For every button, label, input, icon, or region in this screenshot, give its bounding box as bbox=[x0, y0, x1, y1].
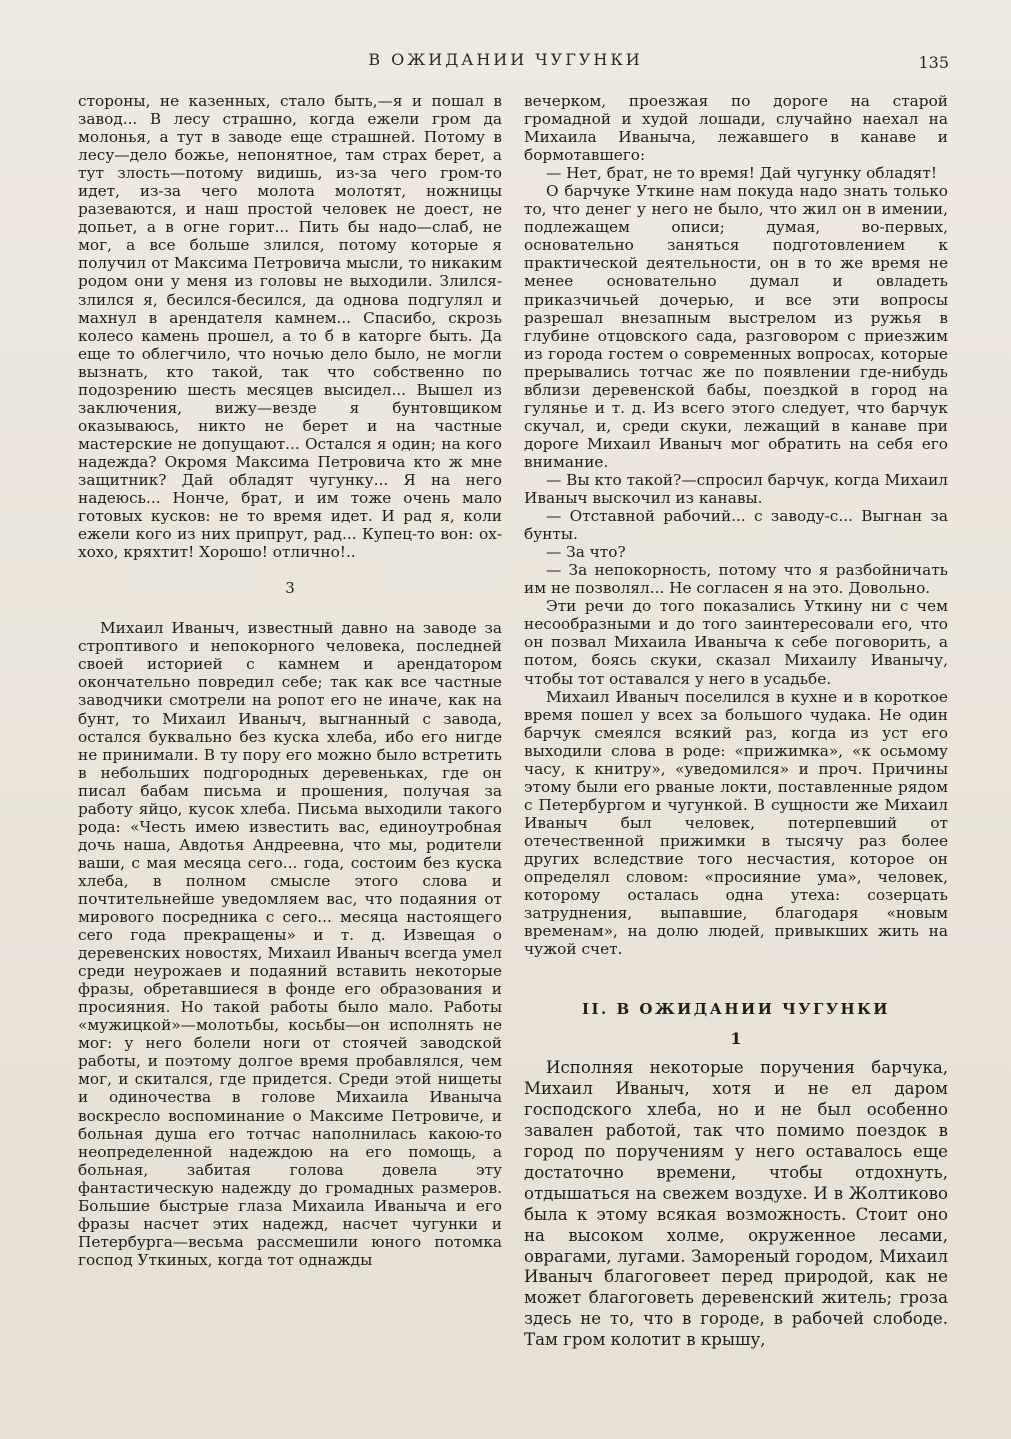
section-number: 3 bbox=[285, 579, 295, 598]
paragraph: — Нет, брат, не то время! Дай чугунку обладят! bbox=[546, 164, 938, 183]
chapter-heading: II. В ОЖИДАНИИ ЧУГУНКИ bbox=[582, 1000, 890, 1019]
paragraph: Исполняя некоторые поручения барчука, Михаил Иваныч, хотя и не ел даром господского хлеба, но и не был особенно завален работой, так что помимо поездок в город по поручениям у него оставалось еще достаточно времени, чтобы отдохнуть, отдышаться на свежем воздухе. И в Жолтиково была к этому всякая возможность. Стоит оно на высоком холме, окруженное лесами, оврагами, лугами. Замореный городом, Михаил Иваныч благоговеет перед природой, как не может благоговеть деревенский житель; гроза здесь не то, что в городе, в рабочей слободе. Там гром колотит в крышу, bbox=[524, 1058, 948, 1350]
running-header-title: В ОЖИДАНИИ ЧУГУНКИ bbox=[368, 50, 643, 69]
page-number: 135 bbox=[918, 53, 949, 72]
left-column bbox=[78, 92, 502, 1269]
section-number: 1 bbox=[730, 1029, 742, 1049]
paragraph: Эти речи до того показались Уткину ни с чем несообразными и до того заинтересовали его, что он позвал Михаила Иваныча к себе поговорить, а потом, боясь скуки, сказал Михаилу Иванычу, чтобы тот оставался у него в усадьбе. bbox=[524, 597, 948, 688]
right-column bbox=[524, 92, 948, 1351]
paragraph: — Вы кто такой?—спросил барчук, когда Михаил Иваныч выскочил из канавы. bbox=[524, 470, 948, 508]
paragraph: — За непокорность, потому что я разбойничать им не позволял... Не согласен я на это. Довольно. bbox=[524, 561, 948, 598]
paragraph: — За что? bbox=[546, 543, 626, 562]
paragraph: стороны, не казенных, стало быть,—я и пошал в завод... В лесу страшно, когда ежели гром да молонья, а тут в заводе еще страшней. Потому в лесу—дело божье, непонятное, там страх берет, а тут злость—потому видишь, из-за чего гром-то идет, из-за чего молота молотят, ножницы разеваются, и наш простой человек не доест, не допьет, а в огне горит... Пить бы надо—слаб, не мог, а все больше злился, потому которые я получил от Максима Петровича мысли, то никаким родом они у меня из головы не выходили. Злился-злился я, бесился-бесился, да однова подгулял и махнул в арендателя камнем... Спасибо, скрозь колесо камень прошел, а то б в каторге быть. Да еще то облегчило, что ночью дело было, не могли вызнать, кто такой, так что собственно по подозрению шесть месяцев высидел... Вышел из заключения, вижу—везде я бунтовщиком оказываюсь, никто не берет и на частные мастерские не допущают... Остался я один; на кого надежда? Окромя Максима Петровича кто ж мне защитник? Дай обладят чугунку... Я на него надеюсь... Нонче, брат, и им тоже очень мало готовых кусков: не то время идет. И рад я, коли ежели кого из них припрут, рад... Купец-то вон: ох-хохо, кряхтит! Хорошо! отлично!.. bbox=[78, 92, 502, 562]
paragraph: О барчуке Уткине нам покуда надо знать только то, что денег у него не было, что жил он в имении, подлежащем описи; думая, во-первых, основательно заняться подготовлением к практической деятельности, он в то же время не менее основательно думал и овладеть приказчичьей дочерью, и все эти вопросы разрешал внезапным выстрелом из ружья в глубине отцовского сада, разговором с приезжим из города гостем о современных вопросах, которые прерывались тотчас же по появлении где-нибудь вблизи деревенской бабы, поездкой в город на гулянье и т. д. Из всего этого следует, что барчук скучал, и, среди скуки, лежащий в канаве при дороге Михаил Иваныч мог обратить на себя его внимание. bbox=[524, 182, 948, 471]
paragraph: вечерком, проезжая по дороге на старой громадной и худой лошади, случайно наехал на Михаила Иваныча, лежавшего в канаве и бормотавшего: bbox=[524, 92, 948, 165]
paragraph: Михаил Иваныч, известный давно на заводе за строптивого и непокорного человека, последней своей историей с камнем и арендатором окончательно повредил себе; так как все частные заводчики смотрели на ропот его не иначе, как на бунт, то Михаил Иваныч, выгнанный с завода, остался буквально без куска хлеба, ибо его нигде не принимали. В ту пору его можно было встретить в небольших подгородных деревеньках, где он писал бабам письма и прошения, получая за работу яйцо, кусок хлеба. Письма выходили такого рода: «Честь имею известить вас, единоутробная дочь наша, Авдотья Андреевна, что мы, родители ваши, с мая месяца сего... года, состоим без куска хлеба, в полном смысле этого слова и почтительнейше уведомляем вас, что подаяния от мирового посредника с сего... месяца настоящего сего года прекращены» и т. д. Извещая о деревенских новостях, Михаил Иваныч всегда умел среди неурожаев и подаяний вставить некоторые фразы, обретавшиеся в фонде его образования и просияния. Но такой работы было мало. Работы «мужицкой»—молотьбы, косьбы—он исполнять не мог: у него болели ноги от стоячей заводской работы, и поэтому долгое время пробавлялся, чем мог, и скитался, где придется. Среди этой нищеты и одиночества в голове Михаила Иваныча воскресло воспоминание о Максиме Петровиче, и больная душа его тотчас наполнилась какою-то неопределенной надеждою на его помощь, а больная, забитая голова довела эту фантастическую надежду до громадных размеров. Большие быстрые глаза Михаила Иваныча и его фразы насчет этих надежд, насчет чугунки и Петербурга—весьма рассмешили юного потомка господ Уткиных, когда тот однажды bbox=[78, 619, 502, 1269]
chapter-body bbox=[524, 1058, 948, 1351]
paragraph: Михаил Иваныч поселился в кухне и в короткое время пошел у всех за большого чудака. Не один барчук смеялся всякий раз, когда из уст его выходили слова в роде: «прижимка», «к осьмому часу, к книтру», «уведомился» и проч. Причины этому были его рваные локти, поставленные рядом с Петербургом и чугункой. В сущности же Михаил Иваныч был человек, потерпевший от отечественной прижимки в тысячу раз более других вследствие того несчастия, которое он определял словом: «просияние ума», человек, которому осталась одна утеха: созерцать затруднения, выпавшие, благодаря «новым временам», на долю людей, привыкших жить на чужой счет. bbox=[524, 687, 948, 959]
paragraph: — Отставной рабочий... с заводу-с... Выгнан за бунты. bbox=[524, 507, 948, 544]
